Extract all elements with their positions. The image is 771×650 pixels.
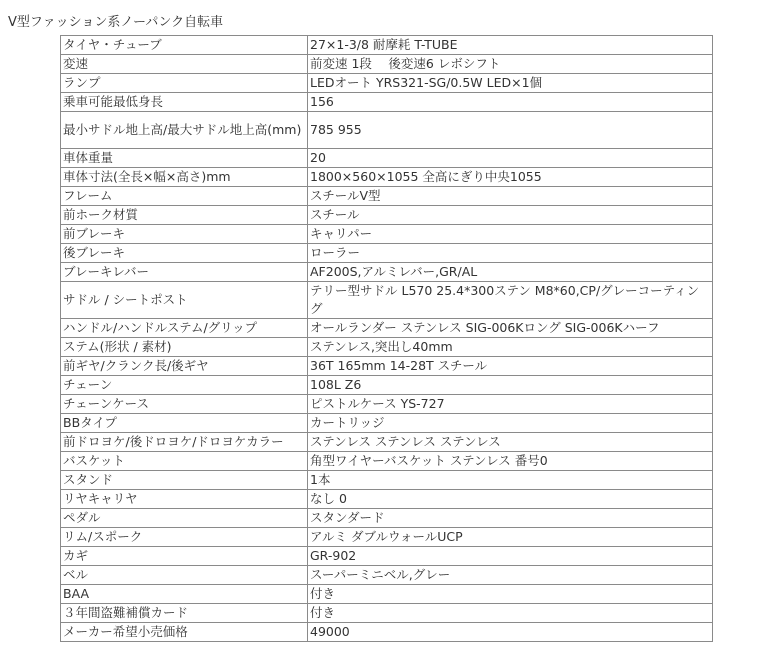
table-row (61, 452, 713, 471)
page-title: V型ファッション系ノーパンク自転車 (8, 15, 224, 30)
table-row (61, 74, 713, 93)
spec-value: 108L Z6 (308, 376, 713, 395)
table-row (61, 187, 713, 206)
spec-value: ピストルケース YS-727 (308, 395, 713, 414)
spec-value: スーパーミニベル,グレー (308, 566, 713, 585)
spec-label: BBタイプ (61, 414, 308, 433)
table-row (61, 112, 713, 149)
spec-label: 前ドロヨケ/後ドロヨケ/ドロヨケカラー (61, 433, 308, 452)
spec-value: 36T 165mm 14-28T スチール (308, 357, 713, 376)
spec-label: チェーン (61, 376, 308, 395)
spec-label: リム/スポーク (61, 528, 308, 547)
spec-value: キャリパー (308, 225, 713, 244)
table-row (61, 528, 713, 547)
spec-label: 前ブレーキ (61, 225, 308, 244)
spec-value: 1800×560×1055 全高にぎり中央1055 (308, 168, 713, 187)
spec-value: スタンダード (308, 509, 713, 528)
spec-label: ランプ (61, 74, 308, 93)
spec-value: 角型ワイヤーバスケット ステンレス 番号0 (308, 452, 713, 471)
table-row (61, 206, 713, 225)
spec-label: バスケット (61, 452, 308, 471)
table-row (61, 547, 713, 566)
spec-value: アルミ ダブルウォールUCP (308, 528, 713, 547)
table-row (61, 509, 713, 528)
spec-label: サドル / シートポスト (61, 282, 308, 319)
table-row (61, 55, 713, 74)
spec-label: 前ギヤ/クランク長/後ギヤ (61, 357, 308, 376)
table-row (61, 225, 713, 244)
spec-value: 20 (308, 149, 713, 168)
spec-value: ステンレス,突出し40mm (308, 338, 713, 357)
spec-value: ローラー (308, 244, 713, 263)
spec-label: チェーンケース (61, 395, 308, 414)
spec-value: LEDオート YRS321-SG/0.5W LED×1個 (308, 74, 713, 93)
spec-value: テリー型サドル L570 25.4*300ステン M8*60,CP/グレーコーティング (308, 282, 713, 319)
spec-label: 最小サドル地上高/最大サドル地上高(mm) (61, 112, 308, 149)
spec-value: スチールV型 (308, 187, 713, 206)
table-row (61, 168, 713, 187)
spec-value: 付き (308, 604, 713, 623)
table-row (61, 338, 713, 357)
spec-table (60, 35, 713, 642)
spec-label: ハンドル/ハンドルステム/グリップ (61, 319, 308, 338)
spec-label: 乗車可能最低身長 (61, 93, 308, 112)
spec-label: 車体重量 (61, 149, 308, 168)
spec-value: オールランダー ステンレス SIG-006Kロング SIG-006Kハーフ (308, 319, 713, 338)
spec-label: 変速 (61, 55, 308, 74)
spec-value: なし 0 (308, 490, 713, 509)
spec-label: ３年間盗難補償カード (61, 604, 308, 623)
table-row (61, 244, 713, 263)
spec-value: 1本 (308, 471, 713, 490)
table-row (61, 376, 713, 395)
spec-value: 27×1-3/8 耐摩耗 T-TUBE (308, 36, 713, 55)
spec-value: 49000 (308, 623, 713, 642)
table-row (61, 566, 713, 585)
table-row (61, 93, 713, 112)
table-row (61, 149, 713, 168)
table-row (61, 36, 713, 55)
table-row (61, 395, 713, 414)
spec-label: BAA (61, 585, 308, 604)
spec-label: ステム(形状 / 素材) (61, 338, 308, 357)
spec-value: カートリッジ (308, 414, 713, 433)
table-row (61, 585, 713, 604)
spec-label: 車体寸法(全長×幅×高さ)mm (61, 168, 308, 187)
spec-value: スチール (308, 206, 713, 225)
spec-label: メーカー希望小売価格 (61, 623, 308, 642)
spec-value: 付き (308, 585, 713, 604)
table-row (61, 433, 713, 452)
spec-label: 後ブレーキ (61, 244, 308, 263)
spec-value: 785 955 (308, 112, 713, 149)
table-row (61, 490, 713, 509)
table-row (61, 471, 713, 490)
spec-value: AF200S,アルミレバー,GR/AL (308, 263, 713, 282)
table-row (61, 623, 713, 642)
table-row (61, 282, 713, 319)
table-row (61, 604, 713, 623)
spec-value: ステンレス ステンレス ステンレス (308, 433, 713, 452)
spec-label: フレーム (61, 187, 308, 206)
spec-label: ブレーキレバー (61, 263, 308, 282)
table-row (61, 414, 713, 433)
spec-value: GR-902 (308, 547, 713, 566)
spec-label: カギ (61, 547, 308, 566)
spec-label: タイヤ・チューブ (61, 36, 308, 55)
spec-value: 156 (308, 93, 713, 112)
table-row (61, 357, 713, 376)
spec-label: リヤキャリヤ (61, 490, 308, 509)
spec-label: ペダル (61, 509, 308, 528)
table-row (61, 319, 713, 338)
spec-label: ベル (61, 566, 308, 585)
table-row (61, 263, 713, 282)
spec-value: 前変速 1段 後変速6 レボシフト (308, 55, 713, 74)
spec-label: スタンド (61, 471, 308, 490)
spec-label: 前ホーク材質 (61, 206, 308, 225)
